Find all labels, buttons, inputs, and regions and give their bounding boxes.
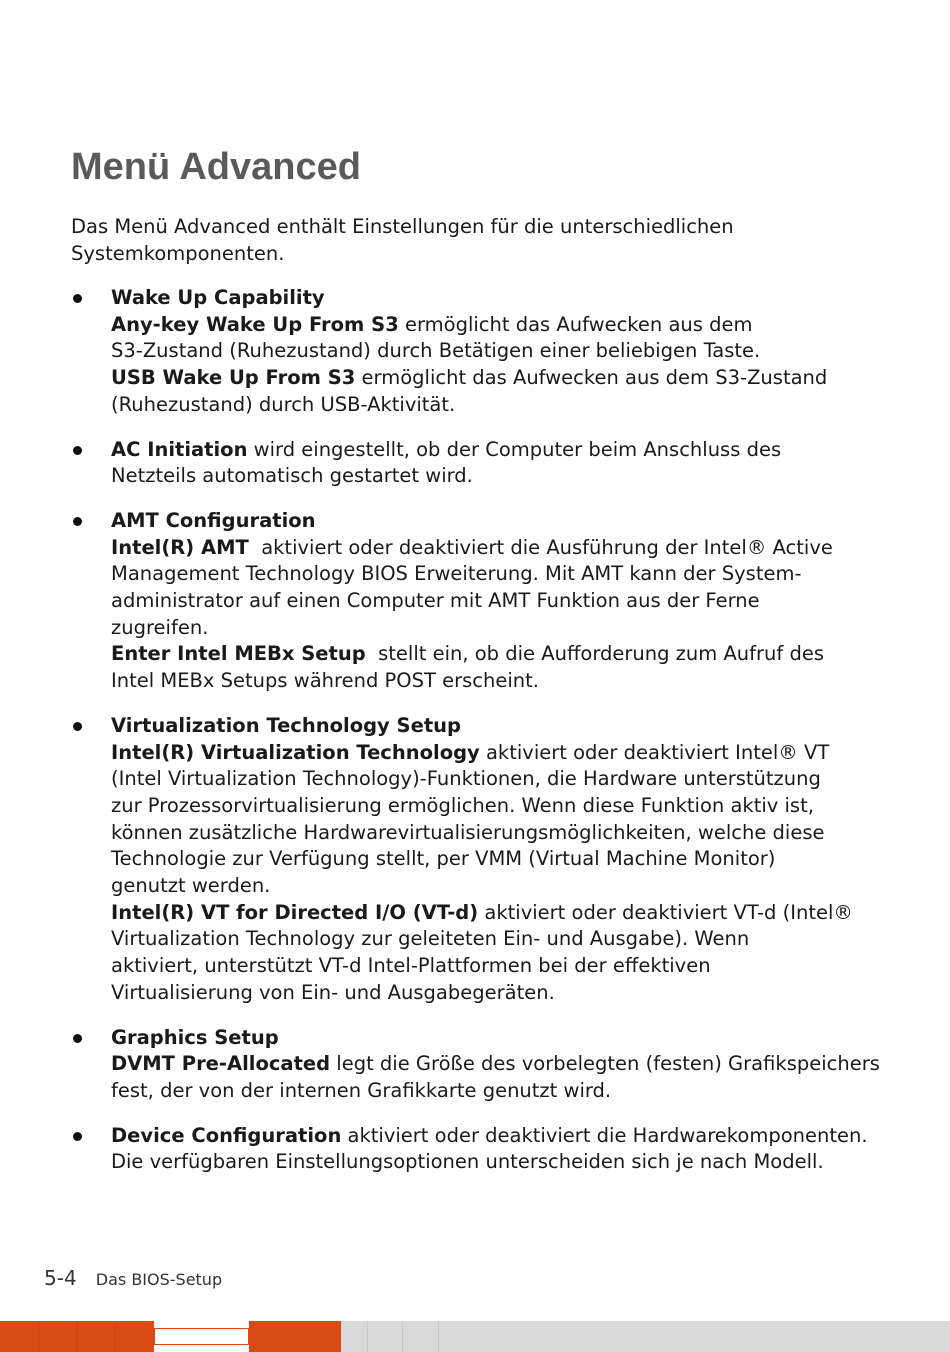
text-line	[111, 338, 901, 365]
text-line	[111, 285, 901, 312]
setting-description: aktiviert oder deaktiviert Intel® VT	[479, 740, 830, 764]
setting-description: (Ruhezustand) durch USB-Aktivität.	[111, 392, 456, 416]
setting-description: ermöglicht das Aufwecken aus dem S3-Zustand	[355, 366, 828, 390]
setting-description: Die verfügbaren Einstellungsoptionen unterscheiden sich je nach Modell.	[111, 1150, 824, 1174]
intro-line: Das Menü Advanced enthält Einstellungen für die unterschiedlichen	[71, 215, 734, 238]
decorative-bottom-bar	[0, 1321, 950, 1352]
text-line	[111, 1123, 901, 1150]
setting-name: Virtualization Technology Setup	[111, 713, 461, 737]
bullet-dot-icon	[73, 722, 82, 731]
text-line	[111, 668, 901, 695]
grey-bar-segment	[341, 1321, 950, 1352]
accent-bar-segment	[249, 1321, 341, 1352]
bar-divider	[115, 1321, 116, 1352]
text-line	[111, 312, 901, 339]
bullet-item	[71, 713, 901, 1007]
setting-description: fest, der von der internen Grafikkarte genutzt wird.	[111, 1078, 612, 1102]
text-line	[111, 926, 901, 953]
text-line	[111, 392, 901, 419]
text-line	[111, 900, 901, 927]
text-line	[111, 437, 901, 464]
setting-description: zugreifen.	[111, 615, 209, 639]
text-line	[111, 713, 901, 740]
setting-description: ermöglicht das Aufwecken aus dem	[398, 312, 753, 336]
setting-description: Technologie zur Verfügung stellt, per VMM (Virtual Machine Monitor)	[111, 847, 776, 871]
text-line	[111, 766, 901, 793]
setting-name: AC Initiation	[111, 437, 248, 461]
text-line	[111, 1051, 901, 1078]
text-line	[111, 535, 901, 562]
setting-description: aktiviert oder deaktiviert VT-d (Intel®	[478, 900, 853, 924]
setting-name: Graphics Setup	[111, 1025, 279, 1049]
bullet-item	[71, 508, 901, 695]
setting-name: Intel(R) Virtualization Technology	[111, 740, 480, 764]
setting-name: Enter Intel MEBx Setup	[111, 642, 366, 666]
text-line	[111, 740, 901, 767]
setting-name: Device Configuration	[111, 1123, 342, 1147]
intro-paragraph	[71, 214, 891, 267]
bar-divider	[438, 1321, 439, 1352]
text-line	[111, 873, 901, 900]
setting-description: zur Prozessorvirtualisierung ermöglichen. Wenn diese Funktion aktiv ist,	[111, 793, 814, 817]
text-line	[111, 793, 901, 820]
text-line	[111, 615, 901, 642]
bar-divider	[402, 1321, 403, 1352]
text-line	[111, 953, 901, 980]
setting-description: stellt ein, ob die Aufforderung zum Aufruf des	[365, 642, 825, 666]
setting-name: Wake Up Capability	[111, 286, 325, 309]
intro-line: Systemkomponenten.	[71, 241, 285, 265]
text-line	[111, 463, 901, 490]
bullet-dot-icon	[73, 1132, 82, 1141]
setting-description: genutzt werden.	[111, 874, 271, 898]
page-number: 5-4	[44, 1266, 77, 1290]
setting-name: Intel(R) AMT	[111, 535, 249, 559]
setting-description: Management Technology BIOS Erweiterung. Mit AMT kann der System-	[111, 562, 802, 586]
setting-description: Virtualisierung von Ein- und Ausgabegeräten.	[111, 980, 555, 1004]
setting-description: Intel MEBx Setups während POST erscheint.	[111, 669, 539, 693]
text-line	[111, 365, 901, 392]
bullet-dot-icon	[73, 446, 82, 455]
settings-bullet-list	[71, 285, 901, 1194]
setting-description: administrator auf einen Computer mit AMT Funktion aus der Ferne	[111, 589, 760, 613]
setting-description: wird eingestellt, ob der Computer beim Anschluss des	[247, 437, 782, 461]
text-line	[111, 641, 901, 668]
setting-name: Intel(R) VT for Directed I/O (VT-d)	[111, 900, 479, 924]
bullet-item	[71, 437, 901, 490]
setting-name: Any-key Wake Up From S3	[111, 312, 399, 336]
bar-divider	[77, 1321, 78, 1352]
setting-description: aktiviert, unterstützt VT-d Intel-Plattformen bei der effektiven	[111, 954, 711, 978]
text-line	[111, 820, 901, 847]
bar-divider	[38, 1321, 39, 1352]
text-line	[111, 846, 901, 873]
bullet-dot-icon	[73, 294, 82, 303]
setting-description: aktiviert oder deaktiviert die Hardwarekomponenten.	[341, 1123, 868, 1147]
text-line	[111, 561, 901, 588]
text-line	[111, 508, 901, 535]
setting-description: aktiviert oder deaktiviert die Ausführung der Intel® Active	[248, 535, 833, 559]
setting-description: (Intel Virtualization Technology)-Funktionen, die Hardware unterstützung	[111, 767, 821, 791]
bullet-dot-icon	[73, 517, 82, 526]
bullet-dot-icon	[73, 1034, 82, 1043]
setting-name: DVMT Pre-Allocated	[111, 1052, 331, 1076]
text-line	[111, 1149, 901, 1176]
setting-description: Netzteils automatisch gestartet wird.	[111, 464, 473, 488]
chapter-title: Das BIOS-Setup	[95, 1270, 223, 1289]
page-footer	[44, 1266, 222, 1290]
setting-description: legt die Größe des vorbelegten (festen) Grafikspeichers	[330, 1052, 880, 1076]
setting-description: können zusätzliche Hardwarevirtualisierungsmöglichkeiten, welche diese	[111, 820, 825, 844]
page-title: Menü Advanced	[71, 146, 361, 188]
bar-divider	[367, 1321, 368, 1352]
setting-name: AMT Configuration	[111, 508, 316, 532]
text-line	[111, 1025, 901, 1052]
setting-name: USB Wake Up From S3	[111, 366, 356, 390]
text-line	[111, 588, 901, 615]
bullet-item	[71, 1123, 901, 1176]
bullet-item	[71, 1025, 901, 1105]
bullet-item	[71, 285, 901, 419]
setting-description: Virtualization Technology zur geleiteten Ein- und Ausgabe). Wenn	[111, 927, 750, 951]
highlight-bar-segment	[154, 1328, 249, 1345]
text-line	[111, 1078, 901, 1105]
setting-description: S3-Zustand (Ruhezustand) durch Betätigen einer beliebigen Taste.	[111, 339, 761, 363]
text-line	[111, 980, 901, 1007]
